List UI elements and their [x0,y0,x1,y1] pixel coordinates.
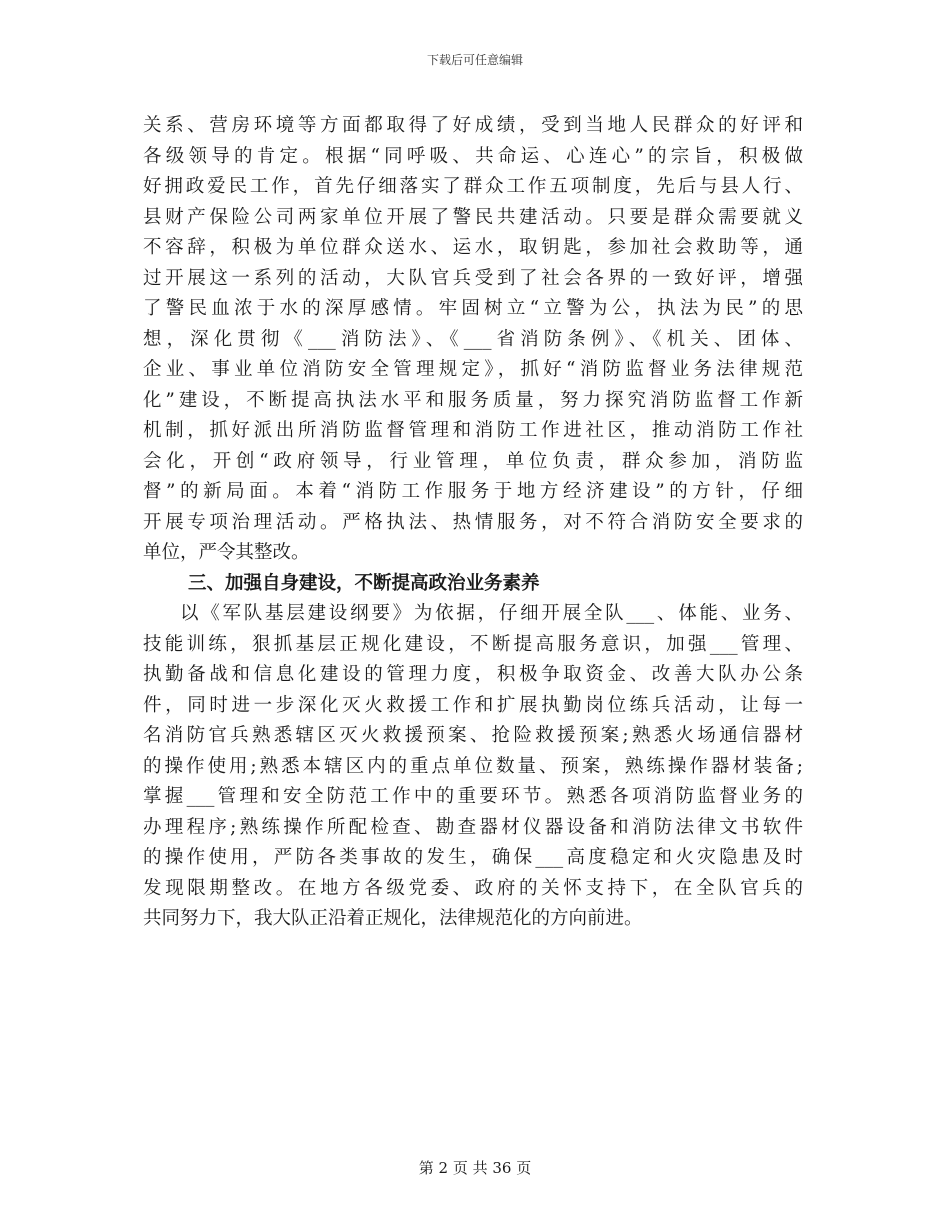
paragraph-line: 各级领导的肯定。根据“同呼吸、共命运、心连心”的宗旨，积极做 [143,145,803,167]
paragraph-line: 机制，抓好派出所消防监督管理和消防工作进社区，推动消防工作社 [143,420,803,441]
page-header-note: 下载后可任意编辑 [426,53,523,67]
paragraph-line: 开展专项治理活动。严格执法、热情服务，对不符合消防安全要求的 [143,511,803,533]
paragraph-line: 单位，严令其整改。 [143,542,310,563]
paragraph-line: 技能训练，狠抓基层正规化建设，不断提高服务意识，加强___管理、 [143,633,803,655]
paragraph-line: 办理程序;熟练操作所配检查、勘查器材仪器设备和消防法律文书软件 [143,816,803,838]
paragraph-line: 关系、营房环境等方面都取得了好成绩，受到当地人民群众的好评和 [143,115,803,136]
paragraph-line: 的操作使用;熟悉本辖区内的重点单位数量、预案，熟练操作器材装备; [143,755,803,777]
paragraph-line: 了警民血浓于水的深厚感情。牢固树立“立警为公，执法为民”的思 [143,298,803,319]
paragraph-line: 企业、事业单位消防安全管理规定》，抓好“消防监督业务法律规范 [143,359,803,380]
paragraph-line: 名消防官兵熟悉辖区灭火救援预案、抢险救援预案;熟悉火场通信器材 [143,725,803,746]
paragraph-2 [143,599,803,935]
page-number: 第 2 页 共 36 页 [418,1159,532,1177]
paragraph-line: 共同努力下，我大队正沿着正规化，法律规范化的方向前进。 [143,908,643,929]
paragraph-line: 督”的新局面。本着“消防工作服务于地方经济建设”的方针，仔细 [143,481,803,502]
paragraph-line: 掌握___管理和安全防范工作中的重要环节。熟悉各项消防监督业务的 [143,786,803,807]
paragraph-line: 县财产保险公司两家单位开展了警民共建活动。只要是群众需要就义 [143,206,803,228]
paragraph-line: 会化，开创“政府领导，行业管理，单位负责，群众参加，消防监 [143,450,803,472]
paragraph-line: 件，同时进一步深化灭火救援工作和扩展执勤岗位练兵活动，让每一 [143,694,803,716]
paragraph-1 [143,111,803,569]
paragraph-line: 化”建设，不断提高执法水平和服务质量，努力探究消防监督工作新 [143,389,803,411]
paragraph-line: 以《军队基层建设纲要》为依据，仔细开展全队___、体能、业务、 [180,603,803,624]
section-heading: 三、加强自身建设，不断提高政治业务素养 [188,572,540,594]
document-body [143,111,803,935]
paragraph-line: 的操作使用，严防各类事故的发生，确保___高度稳定和火灾隐患及时 [143,847,803,868]
paragraph-line: 过开展这一系列的活动，大队官兵受到了社会各界的一致好评，增强 [143,267,803,289]
paragraph-line: 好拥政爱民工作，首先仔细落实了群众工作五项制度，先后与县人行、 [143,176,803,197]
paragraph-line: 发现限期整改。在地方各级党委、政府的关怀支持下，在全队官兵的 [143,877,803,899]
paragraph-line: 想，深化贯彻《___消防法》、《___省消防条例》、《机关、团体、 [143,328,803,350]
paragraph-line: 执勤备战和信息化建设的管理力度，积极争取资金、改善大队办公条 [143,664,803,685]
paragraph-line: 不容辞，积极为单位群众送水、运水，取钥匙，参加社会救助等，通 [143,237,803,258]
